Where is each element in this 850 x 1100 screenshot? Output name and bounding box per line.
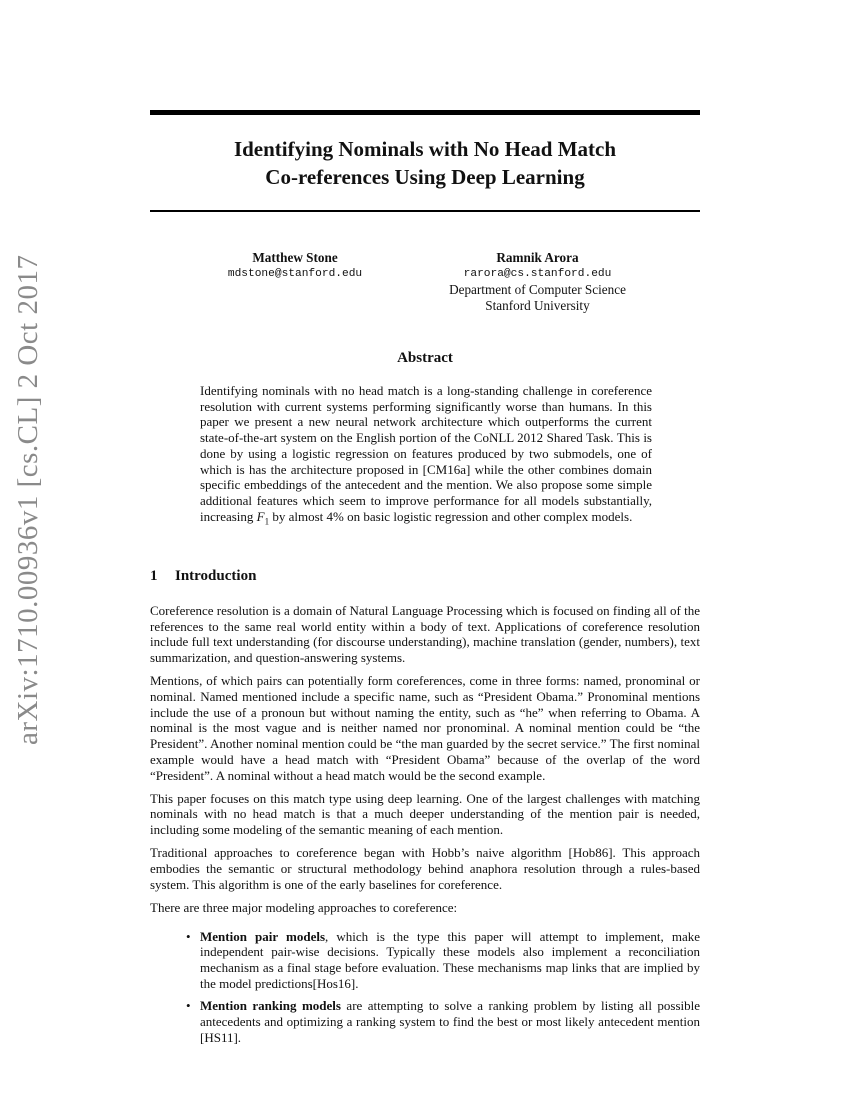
list-item-term: Mention ranking models: [200, 998, 341, 1014]
section-heading-introduction: [150, 568, 256, 585]
paper-title-line-1: Identifying Nominals with No Head Match: [233, 137, 617, 161]
list-item-text: are attempting to solve a ranking problem by listing all possible antecedents and optimizing a ranking system to find the best or most likely antecedent mention [HS11].: [200, 998, 701, 1045]
bullet-icon: •: [186, 928, 191, 944]
author-email[interactable]: mdstone@stanford.edu: [227, 268, 363, 280]
author-university: Stanford University: [485, 298, 590, 313]
modeling-approaches-list: [150, 929, 700, 1046]
paragraph: There are three major modeling approaches to coreference:: [150, 899, 458, 915]
author-department: Department of Computer Science: [449, 282, 626, 297]
paragraph: Traditional approaches to coreference began with Hobb’s naive algorithm [Hob86]. This approach embodies the semantic or structural methodology behind anaphora resolution through a rules-based system. This algorithm is one of the early baselines for coreference.: [150, 845, 700, 892]
arxiv-identifier: arXiv:1710.00936v1 [cs.CL] 2 Oct 2017: [12, 254, 44, 745]
author-name: Matthew Stone: [252, 250, 338, 265]
paper-title: [150, 135, 700, 191]
f1-symbol: $F_1$: [256, 508, 270, 527]
abstract-text-part-2: by almost 4% on basic logistic regression and other complex models.: [272, 508, 633, 524]
list-item-text: , which is the type this paper will attempt to implement, make independent pair-wise decisions. Typically these models also implement a reconciliation mechanism as a final stage before evaluation. These mechanisms map links that are implied by the model predictions[Hos16].: [200, 928, 700, 991]
paper-title-line-2: Co-references Using Deep Learning: [265, 165, 585, 189]
bullet-icon: •: [186, 998, 191, 1014]
abstract-text: [200, 383, 652, 530]
paragraph: Mentions, of which pairs can potentially form coreferences, come in three forms: named, pronominal or nominal. Named mentioned include a specific name, such as “President Obama.” Pronominal mentions include the use of a pronoun but without naming the entity, such as “he” when referring to Obama. A nominal is the most vague and is neither named nor pronominal. A nominal mention could be “the President”. Another nominal mention could be “the man guarded by the secret service.” The first nominal example would have a head match with “President Obama” because of the overlap of the word “President”. A nominal without a head match would be the second example.: [150, 673, 700, 783]
section-title: Introduction: [175, 568, 257, 584]
section-number: 1: [150, 568, 158, 584]
abstract-heading: Abstract: [397, 350, 453, 366]
title-top-rule: [150, 110, 700, 115]
author-block-1: [210, 250, 380, 282]
paragraph: Coreference resolution is a domain of Natural Language Processing which is focused on finding all of the references to the same real world entity within a body of text. Applications of coreference resolution include full text understanding (for discourse understanding), machine translation (gender, numbers), text summarization, and question-answering systems.: [150, 603, 700, 666]
introduction-body: [150, 603, 700, 1053]
paragraph: This paper focuses on this match type using deep learning. One of the largest challenges with matching nominals with no head match is that a much deeper understanding of the mention pair is needed, including some modeling of the semantic meaning of each mention.: [150, 790, 700, 838]
author-email[interactable]: rarora@cs.stanford.edu: [463, 268, 612, 280]
list-item: [186, 998, 701, 1045]
author-name: Ramnik Arora: [496, 250, 579, 265]
list-item: [186, 928, 700, 992]
author-block-2: [430, 250, 645, 314]
title-bottom-rule: [150, 210, 700, 212]
abstract-text-part-1: Identifying nominals with no head match is a long-standing challenge in coreference resolution with current systems performing significantly worse than humans. In this paper we present a new neural network architecture which outperforms the current state-of-the-art system on the English portion of the CoNLL 2012 Shared Task. This is done by using a logistic regression on features produced by two submodels, one of which is has the architecture proposed in [CM16a] while the other combines domain specific embeddings of the antecedent and the mention. We also propose some simple additional features which seem to improve performance for all models substantially, increasing: [200, 383, 652, 524]
list-item-term: Mention pair models: [200, 928, 326, 944]
